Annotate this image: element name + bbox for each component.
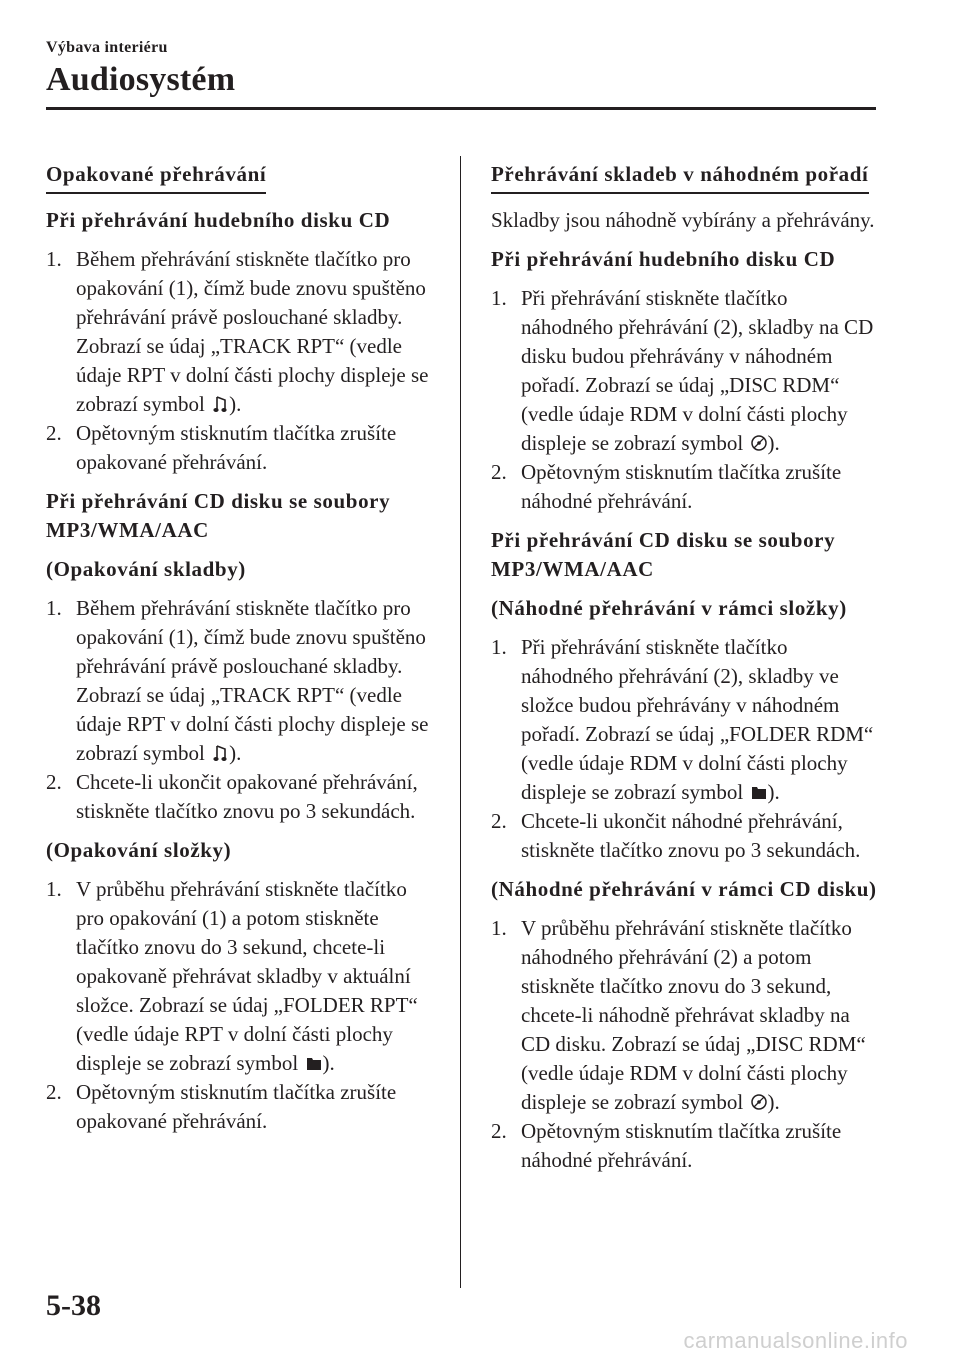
- list-item: [46, 768, 436, 826]
- list-item: [46, 419, 436, 477]
- step-text: Během přehrávání stiskněte tlačítko pro opakování (1), čímž bude znovu spuštěno přehrávání právě poslouchané skladby. Zobrazí se údaj „TRACK RPT“ (vedle údaje RPT v dolní části plochy displeje se zobrazí symbol: [76, 247, 429, 416]
- list-item: [46, 1078, 436, 1136]
- disc-random-icon: [751, 1092, 767, 1112]
- page-header: [46, 38, 876, 100]
- list-item: [491, 914, 881, 1117]
- section-heading-random: Přehrávání skladeb v náhodném pořadí: [491, 160, 869, 194]
- list-item: [46, 594, 436, 768]
- page-number: 5-38: [46, 1289, 101, 1322]
- step-number: 1.: [491, 635, 507, 659]
- step-text: Opětovným stisknutím tlačítka zrušíte náhodné přehrávání.: [521, 1119, 842, 1172]
- disc-random-icon: [751, 433, 767, 453]
- step-number: 1.: [46, 247, 62, 271]
- step-number: 1.: [46, 877, 62, 901]
- step-number: 2.: [46, 421, 62, 445]
- step-number: 2.: [46, 770, 62, 794]
- right-column: [491, 160, 881, 1185]
- subheading-mp3-cd: Při přehrávání CD disku se soubory MP3/WMA/AAC: [46, 489, 391, 542]
- step-number: 2.: [491, 460, 507, 484]
- list-item: [491, 458, 881, 516]
- subheading-mp3-cd: Při přehrávání CD disku se soubory MP3/WMA/AAC: [491, 528, 836, 581]
- subheading-audio-cd: Při přehrávání hudebního disku CD: [491, 247, 836, 271]
- step-text: Opětovným stisknutím tlačítka zrušíte opakované přehrávání.: [76, 1080, 397, 1133]
- step-number: 1.: [491, 286, 507, 310]
- subheading-audio-cd: Při přehrávání hudebního disku CD: [46, 208, 391, 232]
- step-list-disc-random: [491, 914, 881, 1175]
- subheading-disc-random: (Náhodné přehrávání v rámci CD disku): [491, 877, 877, 901]
- step-list-folder-repeat: [46, 875, 436, 1136]
- repeat-note-icon: [213, 743, 229, 763]
- section-label: Výbava interiéru: [46, 39, 168, 56]
- subheading-folder-random: (Náhodné přehrávání v rámci složky): [491, 596, 847, 620]
- step-text: Při přehrávání stiskněte tlačítko náhodného přehrávání (2), skladby na CD disku budou přehrávány v náhodném pořadí. Zobrazí se údaj „DISC RDM“ (vedle údaje RDM v dolní části plochy displeje se zobrazí symbol: [521, 286, 874, 455]
- list-item: [491, 807, 881, 865]
- step-list-folder-random: [491, 633, 881, 865]
- folder-icon: [751, 782, 767, 802]
- step-number: 1.: [491, 916, 507, 940]
- step-text-end: ).: [229, 741, 242, 765]
- step-text-end: ).: [767, 1090, 780, 1114]
- step-number: 2.: [491, 809, 507, 833]
- list-item: [491, 1117, 881, 1175]
- step-text-end: ).: [767, 780, 780, 804]
- step-number: 2.: [46, 1080, 62, 1104]
- step-list-repeat-cd: [46, 245, 436, 477]
- step-text: V průběhu přehrávání stiskněte tlačítko pro opakování (1) a potom stiskněte tlačítko znovu do 3 sekund, chcete-li opakovaně přehrávat skladby v aktuální složce. Zobrazí se údaj „FOLDER RPT“ (vedle údaje RPT v dolní části plochy displeje se zobrazí symbol: [76, 877, 418, 1075]
- step-text: V průběhu přehrávání stiskněte tlačítko náhodného přehrávání (2) a potom stiskněte tlačítko znovu do 3 sekund, chcete-li náhodně přehrávat skladby na CD disku. Zobrazí se údaj „DISC RDM“ (vedle údaje RDM v dolní části plochy displeje se zobrazí symbol: [521, 916, 866, 1114]
- step-text: Opětovným stisknutím tlačítka zrušíte náhodné přehrávání.: [521, 460, 842, 513]
- folder-icon: [306, 1053, 322, 1073]
- step-text-end: ).: [767, 431, 780, 455]
- step-text-end: ).: [322, 1051, 335, 1075]
- watermark: carmanualsonline.info: [683, 1328, 908, 1353]
- list-item: [46, 245, 436, 419]
- section-heading-repeat: Opakované přehrávání: [46, 160, 266, 194]
- subheading-folder-repeat: (Opakování složky): [46, 838, 232, 862]
- step-number: 2.: [491, 1119, 507, 1143]
- header-rule: [46, 107, 876, 110]
- step-text: Během přehrávání stiskněte tlačítko pro opakování (1), čímž bude znovu spuštěno přehrávání právě poslouchané skladby. Zobrazí se údaj „TRACK RPT“ (vedle údaje RPT v dolní části plochy displeje se zobrazí symbol: [76, 596, 429, 765]
- column-divider: [460, 156, 461, 1288]
- subheading-track-repeat: (Opakování skladby): [46, 557, 246, 581]
- list-item: [491, 633, 881, 807]
- step-number: 1.: [46, 596, 62, 620]
- step-text: Chcete-li ukončit náhodné přehrávání, stiskněte tlačítko znovu po 3 sekundách.: [521, 809, 861, 862]
- step-list-track-repeat: [46, 594, 436, 826]
- step-text: Opětovným stisknutím tlačítka zrušíte opakované přehrávání.: [76, 421, 397, 474]
- step-list-random-cd: [491, 284, 881, 516]
- step-text-end: ).: [229, 392, 242, 416]
- page-title: Audiosystém: [46, 61, 236, 98]
- list-item: [46, 875, 436, 1078]
- step-text: Při přehrávání stiskněte tlačítko náhodného přehrávání (2), skladby ve složce budou přehrávány v náhodném pořadí. Zobrazí se údaj „FOLDER RDM“ (vedle údaje RDM v dolní části plochy displeje se zobrazí symbol: [521, 635, 874, 804]
- step-text: Chcete-li ukončit opakované přehrávání, stiskněte tlačítko znovu po 3 sekundách.: [76, 770, 418, 823]
- left-column: [46, 160, 436, 1146]
- list-item: [491, 284, 881, 458]
- intro-text: Skladby jsou náhodně vybírány a přehrávány.: [491, 208, 875, 232]
- repeat-note-icon: [213, 394, 229, 414]
